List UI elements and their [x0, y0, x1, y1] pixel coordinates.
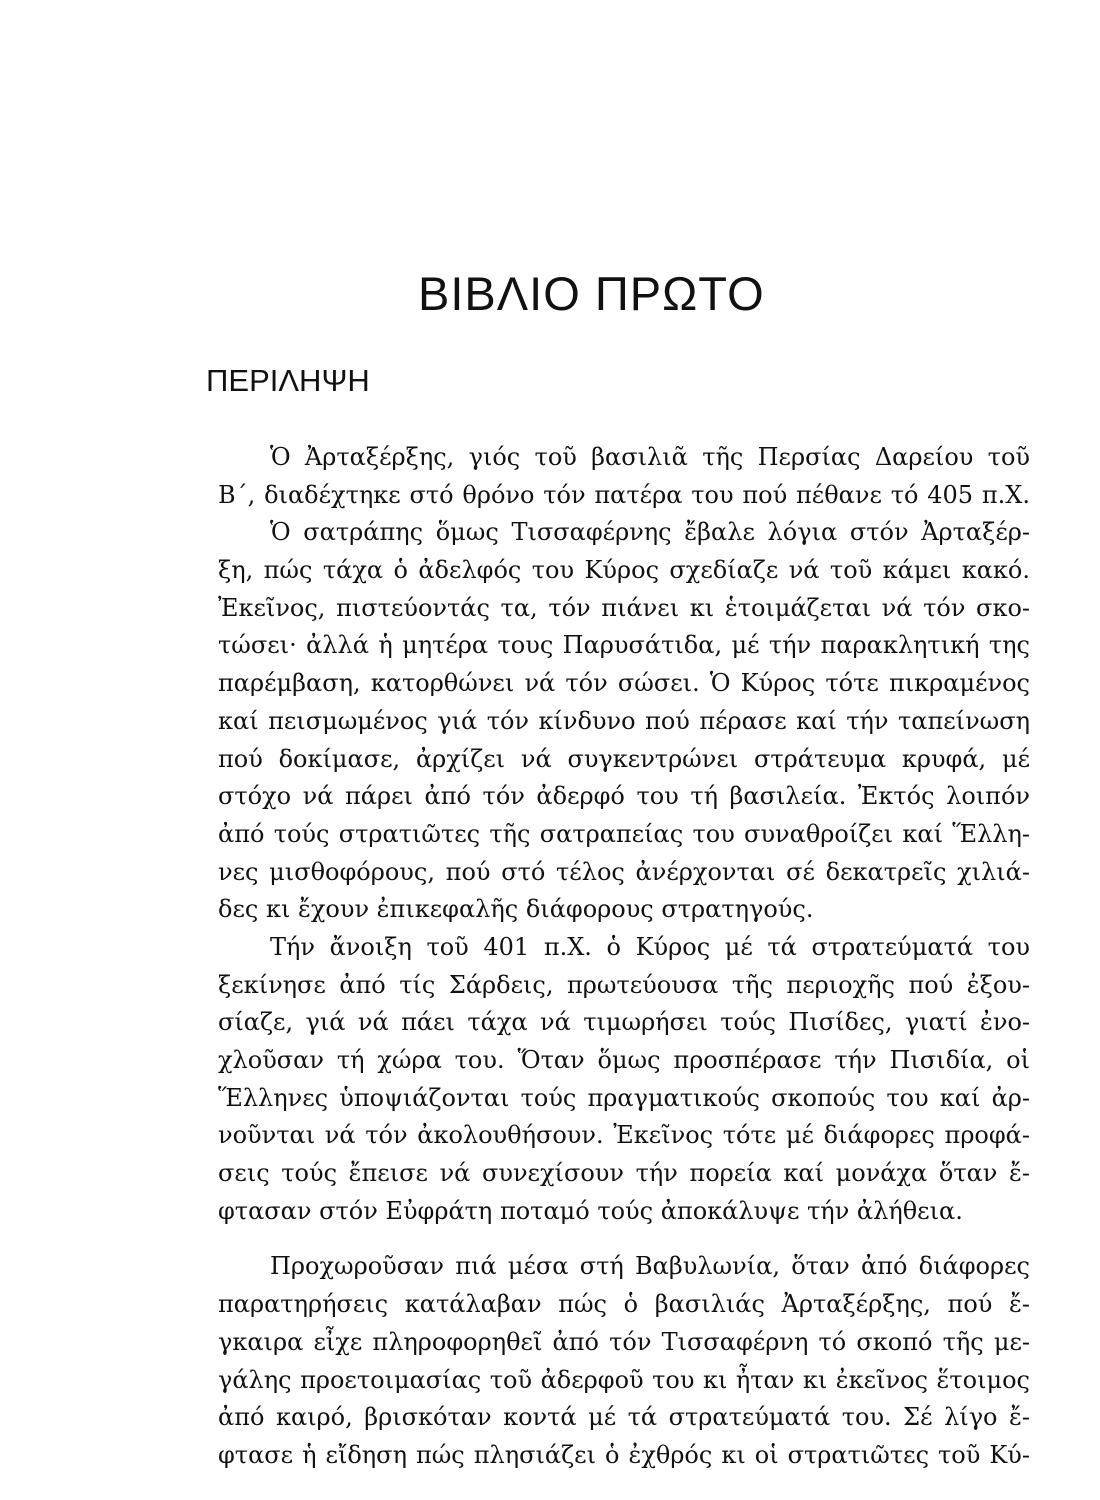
text-line: Προχωροῦσαν πιά μέσα στή Βαβυλωνία, ὅταν ἀπό διάφορες [270, 1252, 1030, 1281]
text-line: παρατηρήσεις κατάλαβαν πώς ὁ βασιλιάς Ἀρταξέρξης, πού ἔ- [218, 1290, 1030, 1319]
text-line: νες μισθοφόρους, πού στό τέλος ἀνέρχονται σέ δεκατρεῖς χιλιά- [218, 857, 1030, 886]
text-line: ἀπό τούς στρατιῶτες τῆς σατραπείας του συναθροίζει καί Ἕλλη- [218, 819, 1030, 848]
text-line: φτασαν στόν Εὐφράτη ποταμό τούς ἀποκάλυψε τήν ἀλήθεια. [218, 1196, 963, 1225]
text-line: Β΄, διαδέχτηκε στό θρόνο τόν πατέρα του πού πέθανε τό 405 π.Χ. [218, 480, 1030, 509]
text-line: σίαζε, γιά νά πάει τάχα νά τιμωρήσει τούς Πισίδες, γιατί ἐνο- [218, 1008, 1030, 1037]
text-line: παρέμβαση, κατορθώνει νά τόν σώσει. Ὁ Κύρος τότε πικραμένος [218, 669, 1030, 698]
summary-text [218, 439, 1030, 1475]
text-line: χλοῦσαν τή χώρα του. Ὅταν ὅμως προσπέρασε τήν Πισιδία, οἱ [218, 1046, 1030, 1074]
text-line: ξεκίνησε ἀπό τίς Σάρδεις, πρωτεύουσα τῆς περιοχῆς πού ἐξου- [218, 970, 1030, 999]
text-line: νοῦνται νά τόν ἀκολουθήσουν. Ἐκεῖνος τότε μέ διάφορες προφά- [218, 1121, 1030, 1150]
text-line: ἀπό καιρό, βρισκόταν κοντά μέ τά στρατεύματά του. Σέ λίγο ἔ- [218, 1403, 1030, 1432]
book-title: ΒΙΒΛΙΟ ΠΡΩΤΟ [418, 267, 765, 320]
text-line: ξη, πώς τάχα ὁ ἀδελφός του Κύρος σχεδίαζε νά τοῦ κάμει κακό. [218, 556, 1030, 585]
section-heading: ΠΕΡΙΛΗΨΗ [206, 363, 370, 398]
text-line: πού δοκίμασε, ἀρχίζει νά συγκεντρώνει στράτευμα κρυφά, μέ [218, 744, 1030, 773]
text-line: φτασε ἡ εἴδηση πώς πλησιάζει ὁ ἐχθρός κι οἱ στρατιῶτες τοῦ Κύ- [218, 1440, 1030, 1469]
text-line: Ἕλληνες ὑποψιάζονται τούς πραγματικούς σκοπούς του καί ἀρ- [218, 1083, 1030, 1112]
text-line: σεις τούς ἔπεισε νά συνεχίσουν τήν πορεία καί μονάχα ὅταν ἔ- [218, 1159, 1030, 1188]
text-line: Ἐκεῖνος, πιστεύοντάς τα, τόν πιάνει κι ἑτοιμάζεται νά τόν σκο- [218, 593, 1030, 622]
text-line: δες κι ἔχουν ἐπικεφαλῆς διάφορους στρατηγούς. [218, 895, 814, 924]
text-line: καί πεισμωμένος γιά τόν κίνδυνο πού πέρασε καί τήν ταπείνωση [218, 706, 1030, 735]
paragraph-gap [218, 1230, 1030, 1248]
text-line: γάλης προετοιμασίας τοῦ ἀδερφοῦ του κι ἦταν κι ἐκεῖνος ἕτοιμος [218, 1365, 1030, 1394]
text-line: Τήν ἄνοιξη τοῦ 401 π.Χ. ὁ Κύρος μέ τά στρατεύματά του [270, 932, 1030, 961]
text-line: στόχο νά πάρει ἀπό τόν ἀδερφό του τή βασιλεία. Ἐκτός λοιπόν [218, 782, 1030, 811]
text-line: Ὁ σατράπης ὅμως Τισσαφέρνης ἔβαλε λόγια στόν Ἀρταξέρ- [270, 518, 1030, 547]
text-line: Ὁ Ἀρταξέρξης, γιός τοῦ βασιλιᾶ τῆς Περσίας Δαρείου τοῦ [270, 443, 1030, 471]
text-line: τώσει· ἀλλά ἡ μητέρα τους Παρυσάτιδα, μέ τήν παρακλητική της [218, 631, 1030, 660]
text-line: γκαιρα εἶχε πληροφορηθεῖ ἀπό τόν Τισσαφέρνη τό σκοπό τῆς με- [218, 1327, 1030, 1356]
